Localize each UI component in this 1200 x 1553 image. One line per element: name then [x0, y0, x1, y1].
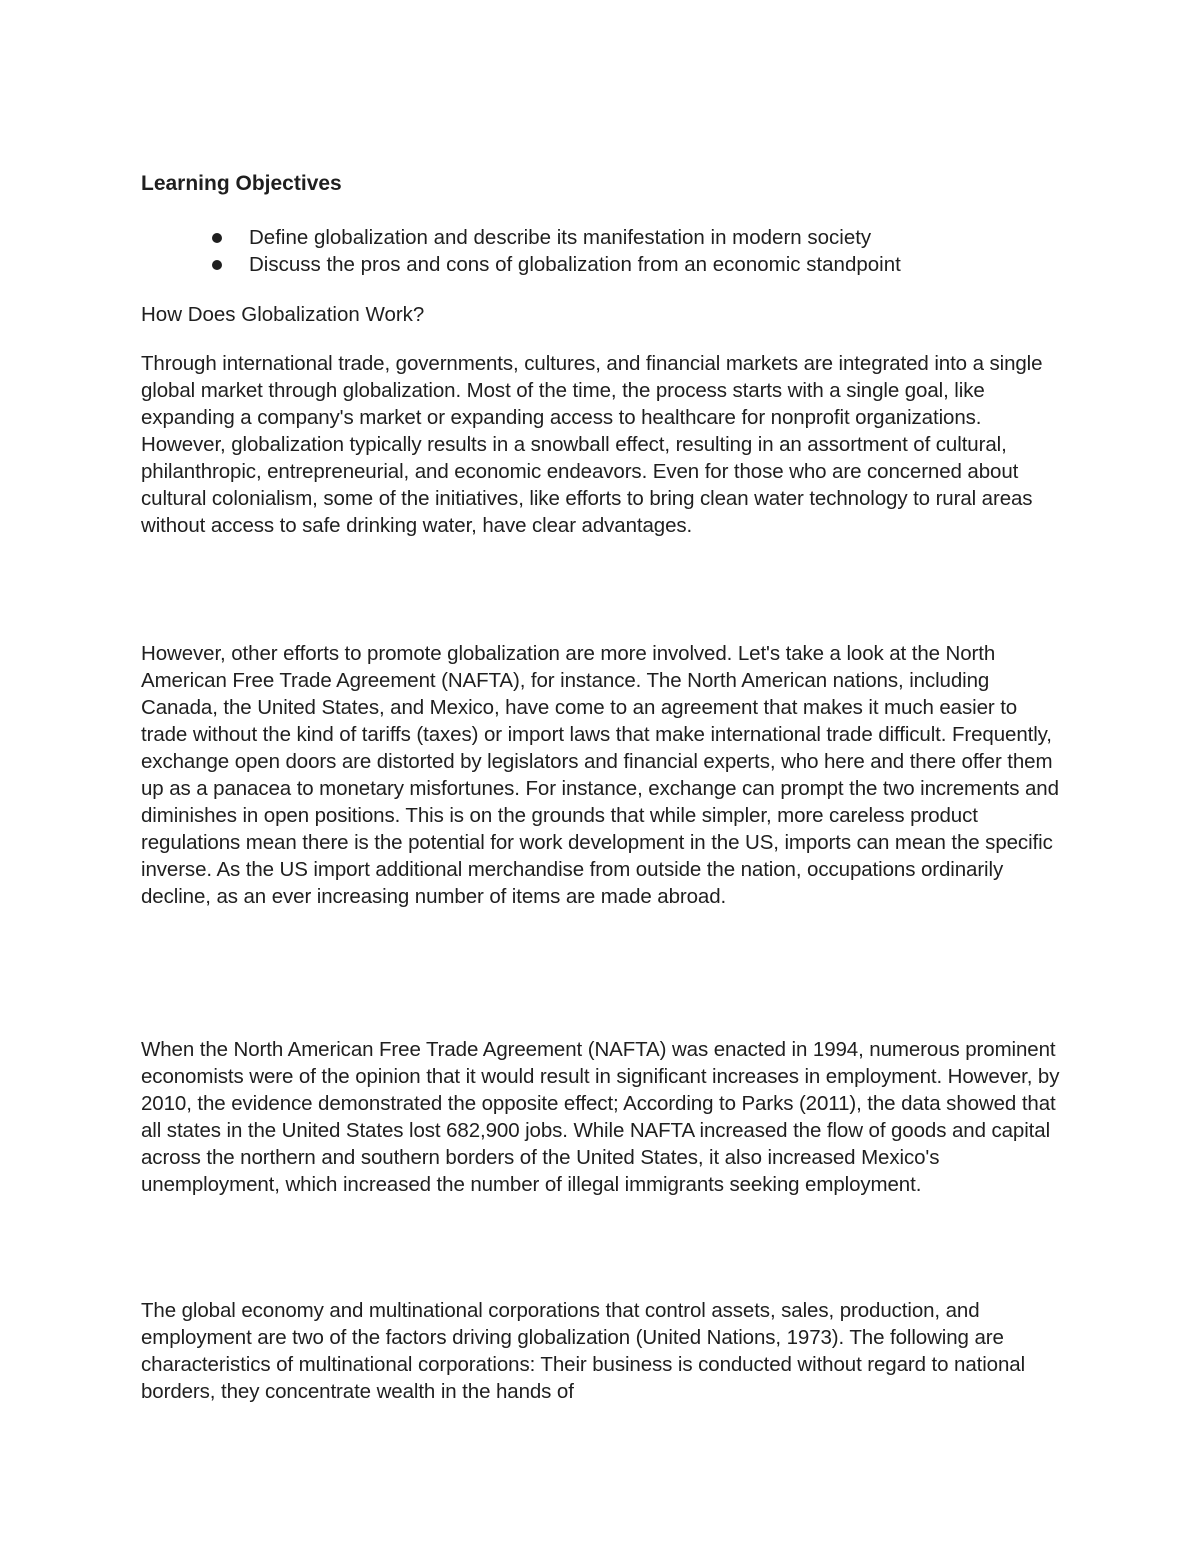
objectives-list: [212, 224, 901, 278]
paragraph: Through international trade, governments, cultures, and financial markets are integrated into a single global market through globalization. Most of the time, the process starts with a single goal, like expanding a company's market or expanding access to healthcare for nonprofit organizations. However, globalization typically results in a snowball effect, resulting in an assortment of cultural, philanthropic, entrepreneurial, and economic endeavors. Even for those who are concerned about cultural colonialism, some of the initiatives, like efforts to bring clean water technology to rural areas without access to safe drinking water, have clear advantages.: [141, 352, 1043, 537]
list-item: [212, 224, 901, 251]
objective-text: Discuss the pros and cons of globalization from an economic standpoint: [249, 253, 901, 276]
list-item: [212, 251, 901, 278]
bullet-icon: [212, 260, 222, 270]
bullet-icon: [212, 233, 222, 243]
objective-text: Define globalization and describe its manifestation in modern society: [249, 226, 872, 249]
page-title: Learning Objectives: [141, 172, 342, 195]
section-heading: How Does Globalization Work?: [141, 303, 425, 326]
paragraph: When the North American Free Trade Agreement (NAFTA) was enacted in 1994, numerous prominent economists were of the opinion that it would result in significant increases in employment. However, by 2010, the evidence demonstrated the opposite effect; According to Parks (2011), the data showed that all states in the United States lost 682,900 jobs. While NAFTA increased the flow of goods and capital across the northern and southern borders of the United States, it also increased Mexico's unemployment, which increased the number of illegal immigrants seeking employment.: [141, 1038, 1060, 1196]
paragraph: However, other efforts to promote globalization are more involved. Let's take a look at the North American Free Trade Agreement (NAFTA), for instance. The North American nations, including Canada, the United States, and Mexico, have come to an agreement that makes it much easier to trade without the kind of tariffs (taxes) or import laws that make international trade difficult. Frequently, exchange open doors are distorted by legislators and financial experts, who here and there offer them up as a panacea to monetary misfortunes. For instance, exchange can prompt the two increments and diminishes in open positions. This is on the grounds that while simpler, more careless product regulations mean there is the potential for work development in the US, imports can mean the specific inverse. As the US import additional merchandise from outside the nation, occupations ordinarily decline, as an ever increasing number of items are made abroad.: [141, 642, 1059, 908]
paragraph: The global economy and multinational corporations that control assets, sales, production, and employment are two of the factors driving globalization (United Nations, 1973). The following are characteristics of multinational corporations: Their business is conducted without regard to national borders, they concentrate wealth in the hands of: [141, 1299, 1026, 1403]
